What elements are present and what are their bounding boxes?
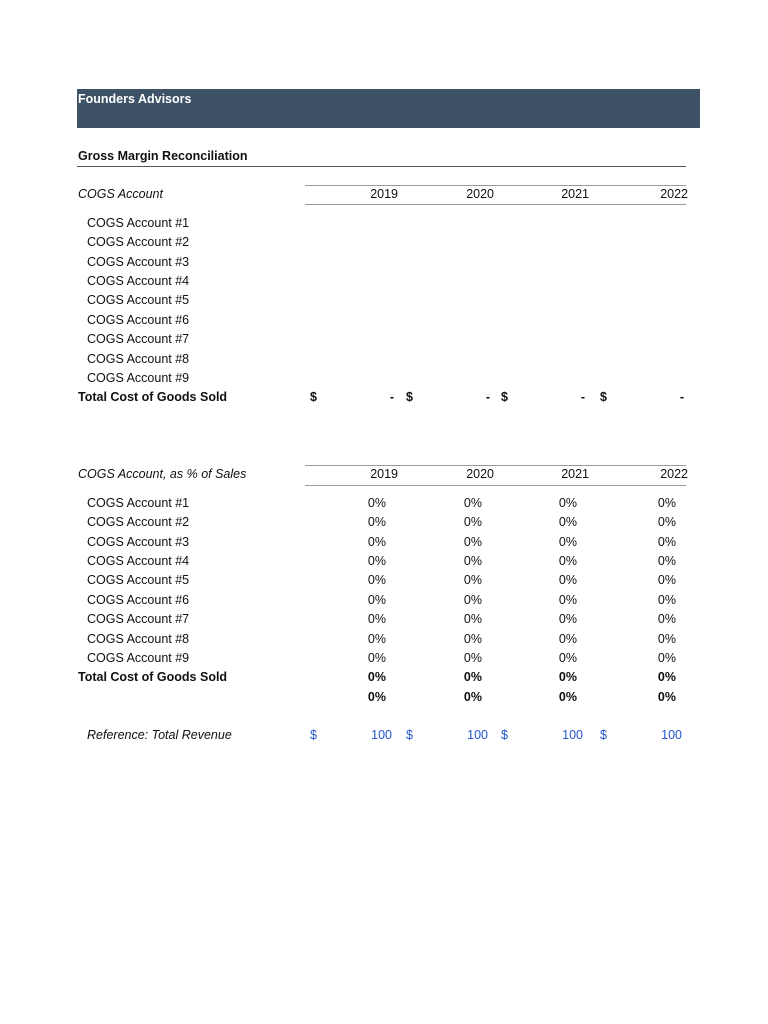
percent-value: 0%	[463, 632, 482, 646]
table-row	[0, 571, 768, 590]
gross-margin-row	[0, 688, 768, 707]
percent-value: 0%	[657, 535, 676, 549]
percent-value: 0%	[657, 632, 676, 646]
total-percent-value: 0%	[558, 670, 577, 684]
total-row	[0, 668, 768, 687]
year-header: 2019	[370, 187, 398, 201]
percent-value: 0%	[367, 573, 386, 587]
column-header-label: COGS Account	[78, 187, 163, 201]
table-row	[0, 233, 768, 252]
account-label: COGS Account #2	[87, 235, 190, 249]
percent-value: 0%	[558, 651, 577, 665]
percent-value: 0%	[367, 651, 386, 665]
total-value: -	[580, 390, 585, 404]
percent-value: 0%	[558, 554, 577, 568]
account-label: COGS Account #9	[87, 371, 190, 385]
table-row	[0, 591, 768, 610]
table-row	[0, 214, 768, 233]
percent-value: 0%	[463, 612, 482, 626]
year-header: 2022	[660, 467, 688, 481]
percent-value: 0%	[367, 554, 386, 568]
table-row	[0, 630, 768, 649]
table-row	[0, 552, 768, 571]
table-row	[0, 533, 768, 552]
account-label: COGS Account #8	[87, 632, 190, 646]
gross-margin-percent-value: 0%	[463, 690, 482, 704]
currency-symbol: $	[600, 728, 607, 742]
account-label: COGS Account #3	[87, 255, 190, 269]
section-title-underline	[77, 166, 686, 167]
total-percent-value: 0%	[463, 670, 482, 684]
currency-symbol: $	[406, 728, 413, 742]
header-banner	[77, 89, 700, 128]
table-row	[0, 494, 768, 513]
year-header: 2020	[466, 467, 494, 481]
percent-value: 0%	[367, 535, 386, 549]
year-header: 2022	[660, 187, 688, 201]
year-header: 2021	[561, 467, 589, 481]
percent-value: 0%	[463, 515, 482, 529]
percent-value: 0%	[367, 632, 386, 646]
total-percent-value: 0%	[367, 670, 386, 684]
account-label: COGS Account #7	[87, 612, 190, 626]
account-label: COGS Account #6	[87, 593, 190, 607]
currency-symbol: $	[310, 390, 317, 404]
percent-value: 0%	[463, 593, 482, 607]
table-header-row	[0, 465, 768, 484]
table-row	[0, 649, 768, 668]
reference-value: 100	[562, 728, 583, 742]
total-label: Total Cost of Goods Sold	[78, 390, 228, 404]
column-header-label: COGS Account, as % of Sales	[78, 467, 247, 481]
percent-value: 0%	[657, 573, 676, 587]
percent-value: 0%	[367, 612, 386, 626]
total-value: -	[389, 390, 394, 404]
percent-value: 0%	[558, 573, 577, 587]
reference-row	[0, 726, 768, 745]
percent-value: 0%	[657, 651, 676, 665]
table-header-row	[0, 185, 768, 204]
reference-value: 100	[661, 728, 682, 742]
account-label: COGS Account #5	[87, 293, 190, 307]
gross-margin-percent-value: 0%	[558, 690, 577, 704]
percent-value: 0%	[657, 515, 676, 529]
total-label: Total Cost of Goods Sold	[78, 670, 228, 684]
percent-value: 0%	[367, 496, 386, 510]
percent-value: 0%	[367, 515, 386, 529]
percent-value: 0%	[558, 593, 577, 607]
currency-symbol: $	[600, 390, 607, 404]
table-row	[0, 513, 768, 532]
currency-symbol: $	[501, 390, 508, 404]
account-label: COGS Account #4	[87, 274, 190, 288]
year-header: 2021	[561, 187, 589, 201]
table-row	[0, 291, 768, 310]
percent-value: 0%	[558, 612, 577, 626]
table-row	[0, 311, 768, 330]
table-row	[0, 610, 768, 629]
percent-value: 0%	[463, 535, 482, 549]
account-label: COGS Account #2	[87, 515, 190, 529]
percent-value: 0%	[657, 593, 676, 607]
percent-value: 0%	[463, 573, 482, 587]
total-percent-value: 0%	[657, 670, 676, 684]
table-row	[0, 253, 768, 272]
account-label: COGS Account #4	[87, 554, 190, 568]
percent-value: 0%	[558, 535, 577, 549]
account-label: COGS Account #5	[87, 573, 190, 587]
account-label: COGS Account #1	[87, 216, 190, 230]
reference-value: 100	[371, 728, 392, 742]
company-name: Founders Advisors	[78, 92, 192, 106]
total-value: -	[679, 390, 684, 404]
percent-value: 0%	[463, 554, 482, 568]
percent-value: 0%	[367, 593, 386, 607]
table-row	[0, 330, 768, 349]
percent-value: 0%	[657, 496, 676, 510]
account-label: COGS Account #8	[87, 352, 190, 366]
gross-margin-percent-value: 0%	[657, 690, 676, 704]
year-header: 2019	[370, 467, 398, 481]
header-bottom-rule	[305, 485, 686, 486]
gross-margin-percent-value: 0%	[367, 690, 386, 704]
percent-value: 0%	[558, 515, 577, 529]
percent-value: 0%	[657, 554, 676, 568]
total-value: -	[485, 390, 490, 404]
header-bottom-rule	[305, 204, 686, 205]
account-label: COGS Account #7	[87, 332, 190, 346]
account-label: COGS Account #3	[87, 535, 190, 549]
year-header: 2020	[466, 187, 494, 201]
percent-value: 0%	[558, 496, 577, 510]
account-label: COGS Account #9	[87, 651, 190, 665]
percent-value: 0%	[657, 612, 676, 626]
section-title: Gross Margin Reconciliation	[78, 149, 248, 163]
currency-symbol: $	[501, 728, 508, 742]
reference-value: 100	[467, 728, 488, 742]
percent-value: 0%	[558, 632, 577, 646]
currency-symbol: $	[406, 390, 413, 404]
total-row	[0, 388, 768, 407]
percent-value: 0%	[463, 496, 482, 510]
table-row	[0, 272, 768, 291]
table-row	[0, 350, 768, 369]
reference-label: Reference: Total Revenue	[87, 728, 232, 742]
table-row	[0, 369, 768, 388]
currency-symbol: $	[310, 728, 317, 742]
account-label: COGS Account #6	[87, 313, 190, 327]
percent-value: 0%	[463, 651, 482, 665]
account-label: COGS Account #1	[87, 496, 190, 510]
